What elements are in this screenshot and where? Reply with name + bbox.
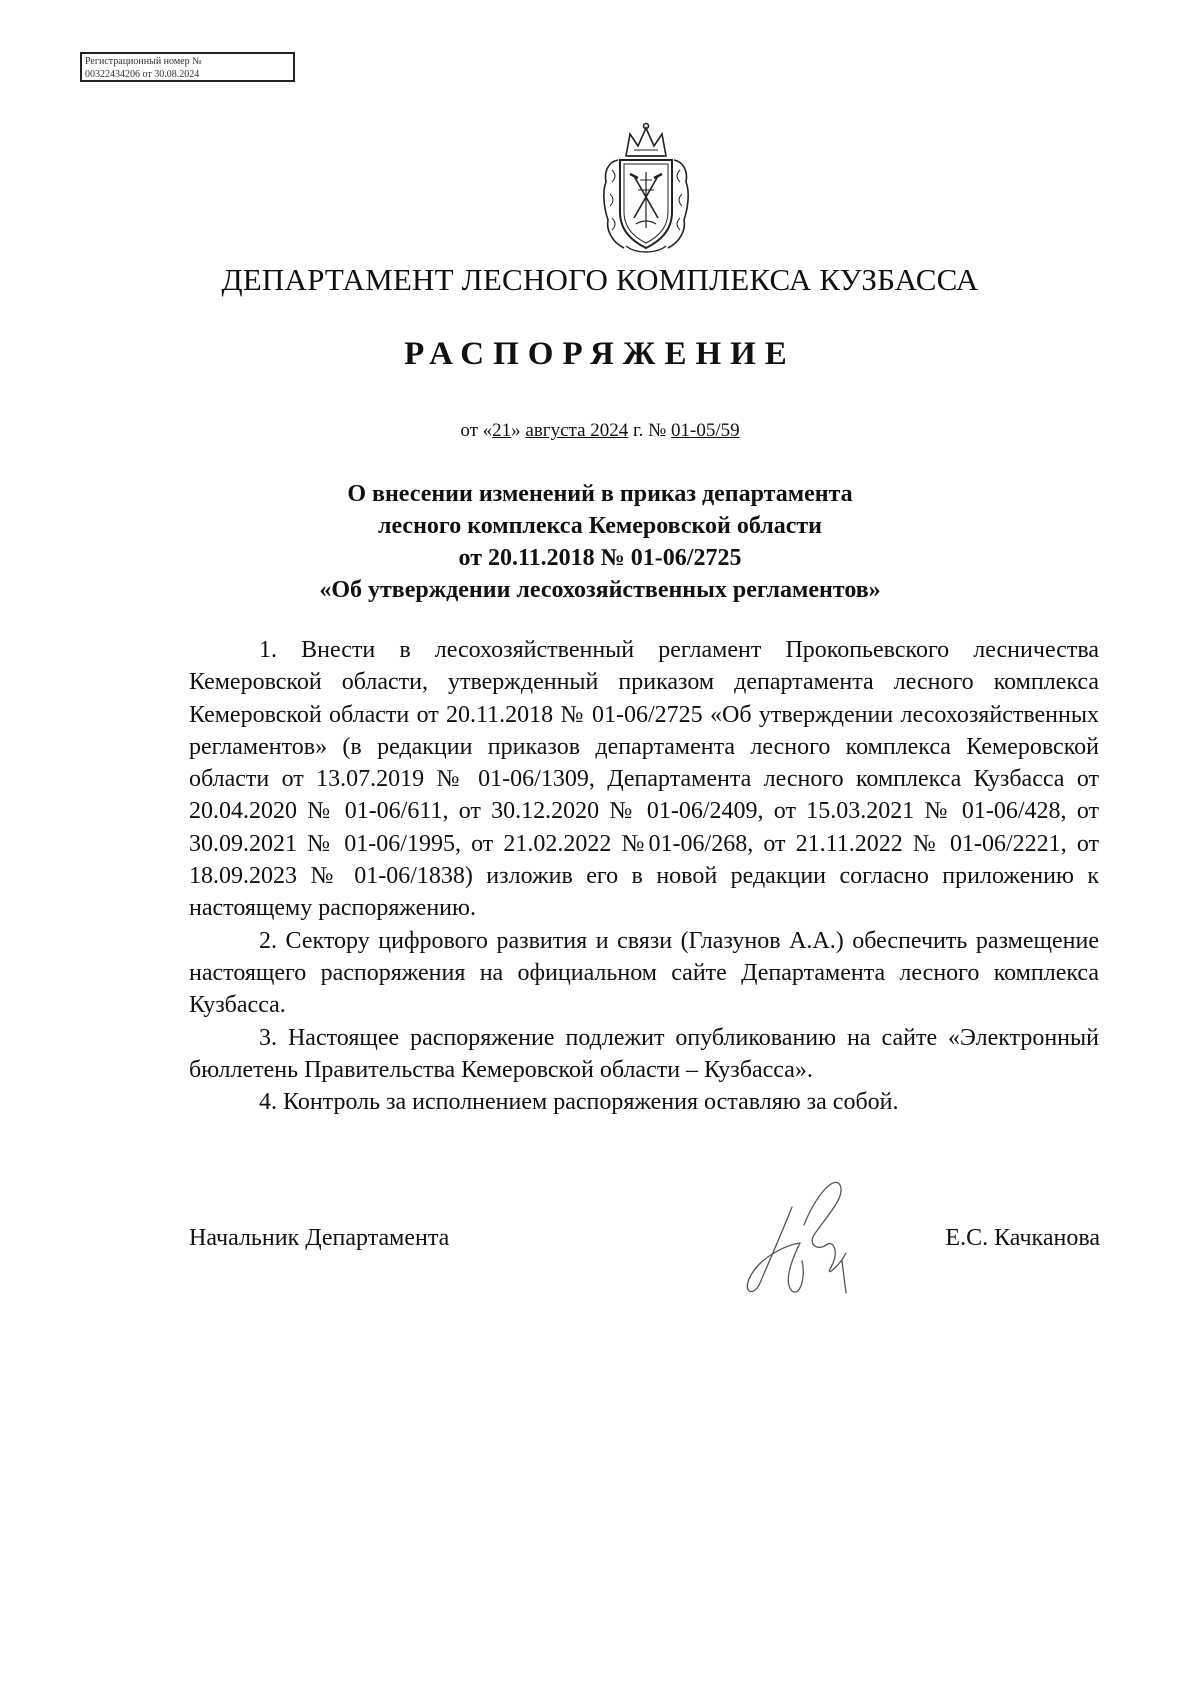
subject-line-1: О внесении изменений в приказ департамента: [347, 481, 853, 507]
date-sep: »: [511, 420, 526, 441]
document-body: [189, 634, 1099, 1118]
registration-number: 00322434206 от 30.08.2024: [85, 69, 200, 80]
subject-line-3: от 20.11.2018 № 01-06/2725: [458, 545, 742, 571]
subject-line-2: лесного комплекса Кемеровской области: [378, 513, 822, 539]
order-date-line: [0, 420, 1200, 442]
handwritten-signature: [730, 1165, 880, 1305]
department-name: ДЕПАРТАМЕНТ ЛЕСНОГО КОМПЛЕКСА КУЗБАССА: [221, 262, 979, 297]
order-number: 01-05/59: [671, 420, 740, 441]
date-day: 21: [492, 420, 512, 441]
document-type: РАСПОРЯЖЕНИЕ: [404, 336, 796, 372]
paragraph-4: 4. Контроль за исполнением распоряжения оставляю за собой.: [259, 1089, 899, 1116]
paragraph-2: 2. Сектору цифрового развития и связи (Глазунов А.А.) обеспечить размещение настоящего распоряжения на официальном сайте Департамента лесного комплекса Кузбасса.: [189, 927, 1099, 1019]
registration-stamp: [80, 52, 295, 82]
document-subject: [0, 478, 1200, 606]
registration-label: Регистрационный номер №: [85, 56, 202, 67]
subject-line-4: «Об утверждении лесохозяйственных регламентов»: [319, 577, 881, 603]
date-month-year: августа 2024: [525, 420, 629, 441]
coat-of-arms-icon: [596, 120, 696, 260]
number-prefix: г. №: [628, 420, 672, 441]
signatory-name: Е.С. Качканова: [945, 1225, 1100, 1251]
signatory-title: Начальник Департамента: [189, 1225, 450, 1251]
paragraph-1: 1. Внести в лесохозяйственный регламент Прокопьевского лесничества Кемеровской области, утвержденный приказом департамента лесного комплекса Кемеровской области от 20.11.2018 № 01-06/2725 «Об утверждении лесохозяйственных регламентов» (в редакции приказов департамента лесного комплекса Кемеровской области от 13.07.2019 № 01-06/1309, Департамента лесного комплекса Кузбасса от 20.04.2020 № 01-06/611, от 30.12.2020 № 01-06/2409, от 15.03.2021 № 01-06/428, от 30.09.2021 № 01-06/1995, от 21.02.2022 №01-06/268, от 21.11.2022 № 01-06/2221, от 18.09.2023 № 01-06/1838) изложив его в новой редакции согласно приложению к настоящему распоряжению.: [189, 637, 1099, 922]
paragraph-3: 3. Настоящее распоряжение подлежит опубликованию на сайте «Электронный бюллетень Правительства Кемеровской области – Кузбасса».: [189, 1024, 1099, 1083]
date-prefix: от «: [460, 420, 493, 441]
